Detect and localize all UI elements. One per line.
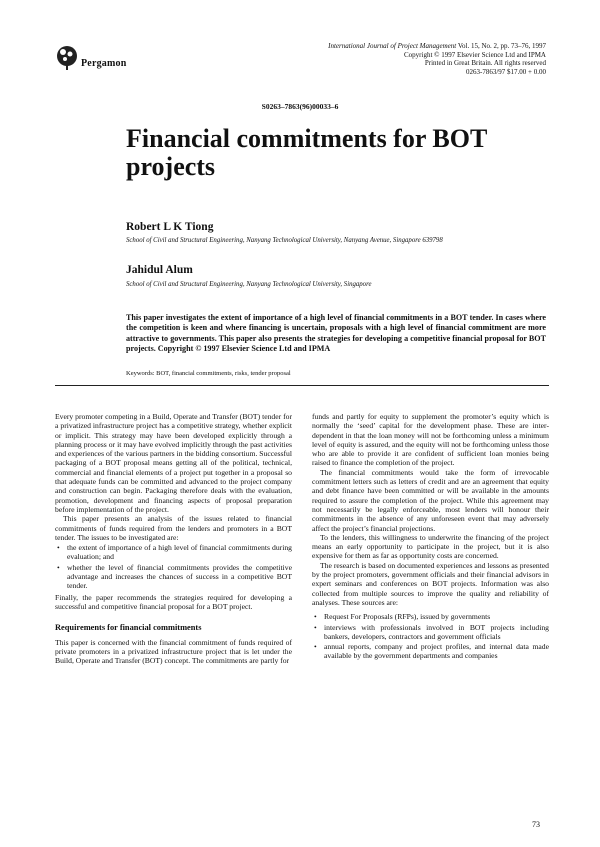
paragraph: To the lenders, this willingness to underwrite the financing of the project means an early opportunity to participate in the project, but it is also expensive for them as far as opportunity costs are concerned.: [312, 532, 549, 561]
bullet-list: [312, 612, 549, 660]
keywords: Keywords: BOT, financial commitments, risks, tender proposal: [126, 370, 291, 377]
article-code: S0263–7863(96)00033–6: [261, 102, 339, 111]
list-item-text: annual reports, company and project profiles, and internal data made available by the government departments and companies: [324, 642, 549, 661]
bullet-icon: •: [57, 562, 60, 572]
tree-emblem-icon: [55, 42, 79, 72]
list-item: [55, 563, 292, 591]
list-item-text: Request For Proposals (RFPs), issued by governments: [324, 612, 491, 622]
paragraph: This paper presents an analysis of the issues related to financial commitments of funds required from the lenders and promoters in a BOT tender. The issues to be investigated are:: [55, 514, 292, 542]
list-item: [312, 612, 549, 621]
list-item-text: interviews with professionals involved in BOT projects including bankers, developers, contractors and government officials: [324, 622, 549, 641]
abstract: This paper investigates the extent of importance of a high level of financial commitments in a BOT tender. In cases where the competition is keen and where financing is uncertain, proposals with a high level of financial commitment are more attractive to governments. This paper also presents the strategies for developing a competitive financial proposal for BOT projects. Copyright © 1997 Elsevier Science Ltd and IPMA: [126, 313, 546, 353]
author-affiliation: School of Civil and Structural Engineering, Nanyang Technological University, Singapore: [126, 281, 372, 288]
bullet-list: [55, 543, 292, 590]
page-title: Financial commitments for BOT projects: [126, 124, 487, 181]
body-column-left: [55, 412, 292, 665]
paragraph: This paper is concerned with the financial commitment of funds required of private promoters in a privatized infrastructure project that is let under the Build, Operate and Transfer (BOT) concept. The commitments are partly for: [55, 637, 292, 666]
paragraph: The research is based on documented experiences and lessons as presented by the project promoters, government officials and their financial advisors in expert seminars and conferences on BOT projects. Information was also collected from multiple sources to improve the quality and reliability of analyses. These sources are:: [312, 560, 549, 607]
bullet-icon: •: [314, 622, 317, 632]
publisher-logo: [55, 42, 205, 78]
list-item: [55, 543, 292, 562]
bullet-icon: •: [314, 642, 317, 652]
list-item: [312, 642, 549, 661]
journal-info: [246, 42, 546, 76]
list-item-text: whether the level of financial commitments provides the competitive advantage and increases the chances of success in a competitive BOT tender.: [67, 562, 292, 591]
publisher-name: Pergamon: [81, 58, 127, 69]
rights-line: Printed in Great Britain. All rights reserved: [424, 59, 546, 67]
journal-citation: [246, 42, 546, 51]
paragraph: Every promoter competing in a Build, Operate and Transfer (BOT) tender for a privatized infrastructure project has a competitive strategy, whether explicit or implicit. This strategy may have been developed explicitly through a planning process or it may have evolved implicitly through the past activities and experiences of the various partners in the bidding consortium. Successful packaging of a BOT proposal means getting all of the political, technical, commercial and financial elements of a project put together in a proposal so that adequate funds can be committed and advanced to the project company and construction can begin. Packaging therefore deals with the evaluation, promotion, development and financing aspects of proposal preparation before implementation of the project.: [55, 412, 292, 514]
journal-issue: Vol. 15, No. 2, pp. 73–76, 1997: [457, 42, 546, 50]
author-name: Robert L K Tiong: [126, 221, 214, 233]
author-affiliation: School of Civil and Structural Engineering, Nanyang Technological University, Nanyang Avenue, Singapore 639798: [126, 237, 443, 244]
section-heading: Requirements for financial commitments: [55, 623, 202, 633]
body-column-right: [312, 412, 549, 663]
section-divider: [55, 385, 549, 386]
journal-title: International Journal of Project Management: [328, 42, 457, 50]
page-number: 73: [532, 820, 540, 829]
list-item-text: the extent of importance of a high level of financial commitments during evaluation; and: [67, 543, 292, 562]
list-item: [312, 623, 549, 642]
issn-line: 0263-7863/97 $17.00 + 0.00: [466, 67, 546, 76]
bullet-icon: •: [314, 612, 317, 622]
paragraph: Finally, the paper recommends the strategies required for developing a successful and competitive financial proposal for a BOT project.: [55, 592, 292, 611]
bullet-icon: •: [57, 543, 60, 553]
author-name: Jahidul Alum: [126, 264, 193, 276]
paragraph: funds and partly for equity to supplement the promoter’s equity which is normally the ‘seed’ capital for the development phase. These are inter-dependent in that the loan money will not be forthcoming unless a minimum level of equity is assured, and the equity will not be forthcoming unless those who are able to provide it are confident of sufficient loan monies being raised to finance the completion of the project.: [312, 412, 549, 468]
paragraph: The financial commitments would take the form of irrevocable commitment letters such as letters of credit and are an agreement that equity and debt finance have been committed or will be available in the amounts required to assure the completion of the project. While this agreement may not necessarily be legally enforceable, most lenders will honour their commitments in the absence of any unforeseen event that may adversely affect the project’s financial projections.: [312, 467, 549, 533]
copyright-line: Copyright © 1997 Elsevier Science Ltd and IPMA: [404, 50, 546, 59]
